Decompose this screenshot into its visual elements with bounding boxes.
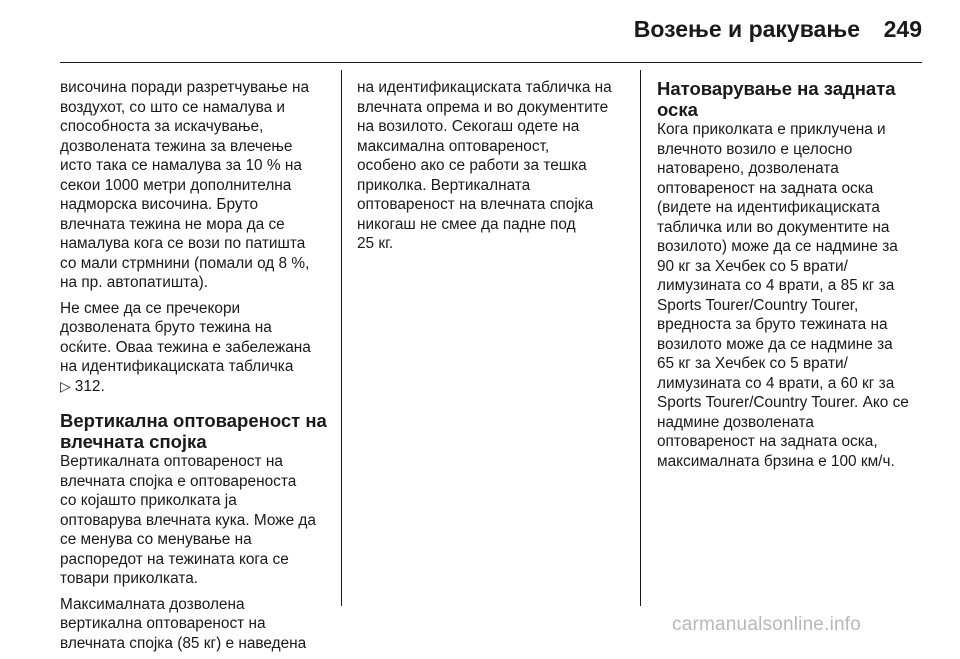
page-number: 249 bbox=[883, 16, 922, 42]
heading-line: Натоварување на задната bbox=[657, 78, 896, 99]
header-rule bbox=[60, 62, 922, 63]
text-line: дозволената бруто тежина на bbox=[60, 319, 272, 336]
text-line: намалува кога се вози по патишта bbox=[60, 235, 306, 252]
text-line: влечната опрема и во документите bbox=[357, 98, 609, 116]
watermark: carmanualsonline.info bbox=[672, 614, 862, 635]
paragraph-altitude bbox=[60, 78, 330, 293]
text-line: никогаш не смее да падне под bbox=[357, 215, 576, 233]
text-line: воздухот, со што се намалува и bbox=[60, 98, 286, 116]
text-line: на возилото. Секогаш одете на bbox=[357, 118, 580, 135]
text-line: Sports Tourer/Country Tourer. Ако се bbox=[657, 394, 909, 411]
page-header-title: Возење и ракување bbox=[633, 16, 860, 42]
page-reference-number: 312. bbox=[74, 377, 105, 395]
heading-line: оска bbox=[657, 99, 698, 120]
text-line: влечното возило е целосно bbox=[657, 140, 853, 158]
paragraph-vertical-load-continued bbox=[357, 78, 627, 254]
text-line: на пр. автопатишта). bbox=[60, 274, 208, 291]
text-line: со мали стрмнини (помали од 8 %, bbox=[60, 254, 310, 272]
text-line: оптоварува влечната кука. Може да bbox=[60, 511, 316, 529]
text-line: натоварено, дозволената bbox=[657, 160, 839, 177]
section-heading-rear-axle bbox=[657, 78, 927, 120]
column-divider bbox=[640, 70, 641, 606]
text-line: лимузината со 4 врати, а 85 кг за bbox=[657, 277, 895, 294]
column-3 bbox=[657, 78, 927, 477]
text-line: се менува со менување на bbox=[60, 531, 252, 548]
text-line: 65 кг за Хечбек со 5 врати/ bbox=[657, 355, 848, 372]
paragraph-rear-axle bbox=[657, 120, 927, 471]
text-line: (видете на идентификациската bbox=[657, 199, 880, 216]
text-line: товари приколката. bbox=[60, 570, 199, 587]
text-line: 25 кг. bbox=[357, 235, 394, 252]
text-line: на идентификациската табличка на bbox=[357, 79, 612, 96]
text-line: Не смее да се пречекори bbox=[60, 299, 241, 317]
text-line: исто така се намалува за 10 % на bbox=[60, 157, 302, 174]
text-line: осќите. Оваа тежина е забележана bbox=[60, 338, 311, 356]
text-line: приколка. Вертикалната bbox=[357, 176, 531, 194]
text-line: способноста за искачување, bbox=[60, 118, 264, 135]
text-line: оптовареност на задната оска, bbox=[657, 433, 878, 450]
text-line: Максималната дозволена bbox=[60, 595, 245, 613]
text-line: лимузината со 4 врати, а 60 кг за bbox=[657, 374, 895, 392]
text-line: височина поради разретчување на bbox=[60, 79, 310, 96]
text-line: влечната спојка (85 кг) е наведена bbox=[60, 634, 307, 652]
text-line: максимална оптовареност, bbox=[357, 137, 550, 155]
paragraph-vertical-load bbox=[60, 452, 330, 589]
text-line: Кога приколката е приклучена и bbox=[657, 121, 886, 138]
heading-line: Вертикална оптовареност на bbox=[60, 410, 327, 431]
text-line: максималната брзина е 100 км/ч. bbox=[657, 452, 895, 470]
column-2 bbox=[357, 78, 627, 260]
text-line: вертикална оптовареност на bbox=[60, 615, 266, 632]
text-line: влечната тежина не мора да се bbox=[60, 215, 285, 233]
text-line: оптовареност на влечната спојка bbox=[357, 196, 594, 213]
triangle-right-icon: ▷ bbox=[60, 377, 71, 394]
text-line: оптовареност на задната оска bbox=[657, 179, 874, 197]
text-line: особено ако се работи за тешка bbox=[357, 157, 587, 174]
text-line: дозволената тежина за влечење bbox=[60, 137, 293, 155]
text-line: секои 1000 метри дополнителна bbox=[60, 176, 292, 194]
text-line: 90 кг за Хечбек со 5 врати/ bbox=[657, 257, 848, 275]
text-line: возилото) може да се надмине за bbox=[657, 238, 898, 255]
paragraph-max-vertical-load bbox=[60, 595, 330, 654]
text-line: табличка или во документите на bbox=[657, 218, 890, 236]
section-heading-vertical-load bbox=[60, 410, 330, 452]
text-line: влечната спојка е оптовареноста bbox=[60, 472, 297, 490]
text-line: Sports Tourer/Country Tourer, bbox=[657, 296, 859, 314]
text-line: распоредот на тежината кога се bbox=[60, 550, 289, 568]
page-reference[interactable] bbox=[60, 377, 330, 397]
text-line: надмине дозволената bbox=[657, 413, 814, 431]
text-line: Вертикалната оптовареност на bbox=[60, 453, 283, 470]
column-divider bbox=[341, 70, 342, 606]
text-line: со којашто приколката ја bbox=[60, 492, 237, 509]
text-line: надморска височина. Бруто bbox=[60, 196, 259, 213]
heading-line: влечната спојка bbox=[60, 431, 207, 452]
text-line: вредноста за бруто тежината на bbox=[657, 316, 888, 333]
paragraph-axle-weight bbox=[60, 299, 330, 397]
text-line: на идентификациската табличка bbox=[60, 358, 294, 375]
text-line: возилото може да се надмине за bbox=[657, 335, 893, 353]
column-1 bbox=[60, 78, 330, 659]
